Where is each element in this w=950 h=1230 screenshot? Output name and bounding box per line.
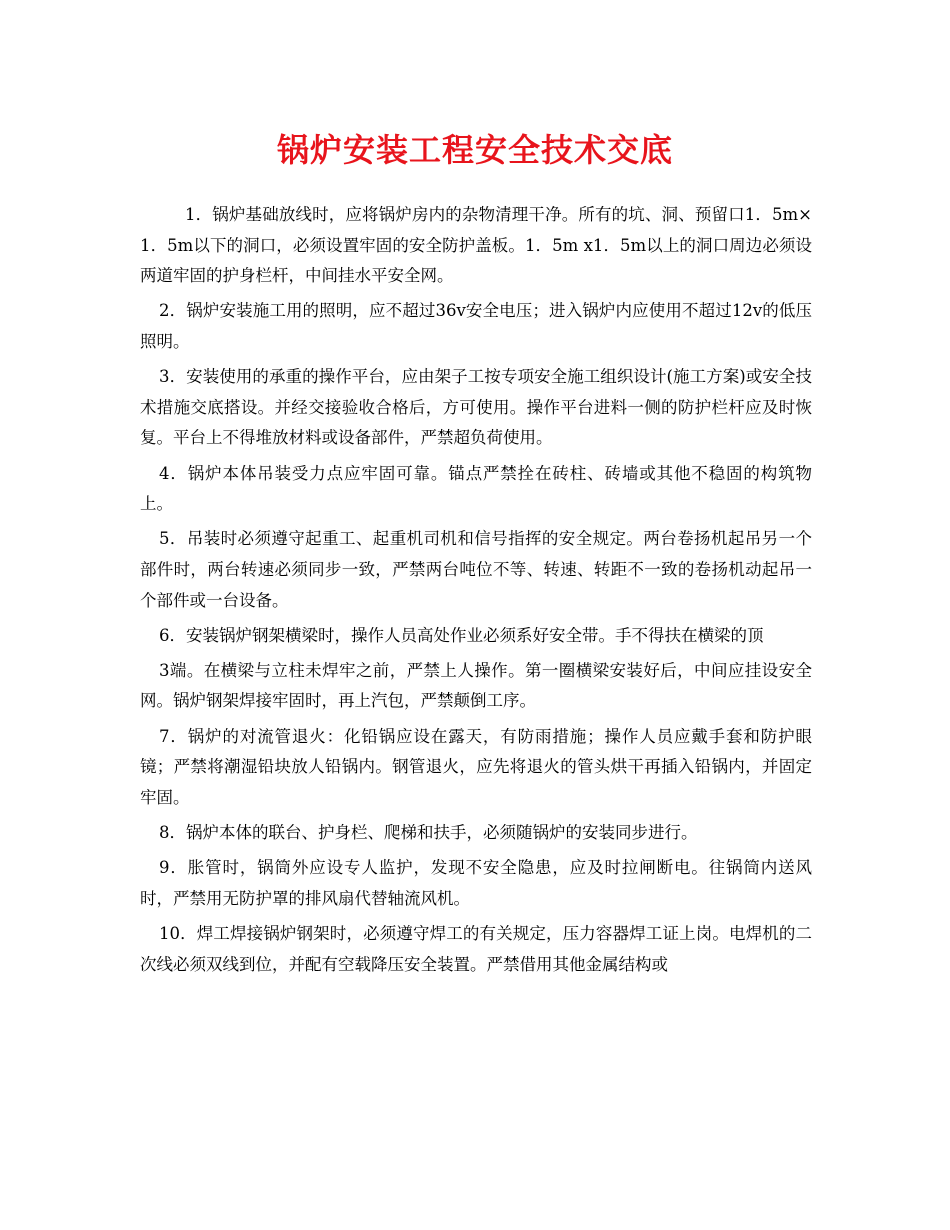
document-title: 锅炉安装工程安全技术交底 <box>276 131 673 169</box>
paragraph-10: 10．焊工焊接锅炉钢架时，必须遵守焊工的有关规定，压力容器焊工证上岗。电焊机的二次线必须双线到位，并配有空载降压安全装置。严禁借用其他金属结构或 <box>140 924 812 974</box>
paragraph-6: 6．安装锅炉钢架横梁时，操作人员高处作业必须系好安全带。手不得扶在横梁的顶 <box>159 625 764 645</box>
paragraph-3: 3．安装使用的承重的操作平台，应由架子工按专项安全施工组织设计(施工方案)或安全技术措施交底搭设。并经交接验收合格后，方可使用。操作平台进料一侧的防护栏杆应及时恢复。平台上不得堆放材料或设备部件，严禁超负荷使用。 <box>140 367 812 448</box>
document-body <box>140 200 812 985</box>
paragraph-9: 9．胀管时，锅筒外应设专人监护，发现不安全隐患，应及时拉闸断电。往锅筒内送风时，严禁用无防护罩的排风扇代替轴流风机。 <box>140 858 812 908</box>
paragraph-2: 2．锅炉安装施工用的照明，应不超过36v安全电压；进入锅炉内应使用不超过12v的低压照明。 <box>140 301 812 351</box>
paragraph-4: 4．锅炉本体吊装受力点应牢固可靠。锚点严禁拴在砖柱、砖墙或其他不稳固的构筑物上。 <box>140 463 812 514</box>
paragraph-6-continued: 3端。在横梁与立柱未焊牢之前，严禁上人操作。第一圈横梁安装好后，中间应挂设安全网。锅炉钢架焊接牢固时，再上汽包，严禁颠倒工序。 <box>140 660 812 711</box>
paragraph-8: 8．锅炉本体的联台、护身栏、爬梯和扶手，必须随锅炉的安装同步进行。 <box>159 823 698 843</box>
paragraph-7: 7．锅炉的对流管退火：化铅锅应设在露天，有防雨措施；操作人员应戴手套和防护眼镜；严禁将潮湿铅块放人铅锅内。钢管退火，应先将退火的管头烘干再插入铅锅内，并固定牢固。 <box>140 726 812 807</box>
paragraph-1: 1．锅炉基础放线时，应将锅炉房内的杂物清理干净。所有的坑、洞、预留口1．5m×1．5m以下的洞口，必须设置牢固的安全防护盖板。1．5m x1．5m以上的洞口周边必须设两道牢固的护身栏杆，中间挂水平安全网。 <box>140 205 812 286</box>
paragraph-5: 5．吊装时必须遵守起重工、起重机司机和信号指挥的安全规定。两台卷扬机起吊另一个部件时，两台转速必须同步一致，严禁两台吨位不等、转速、转距不一致的卷扬机动起吊一个部件或一台设备。 <box>140 529 812 610</box>
